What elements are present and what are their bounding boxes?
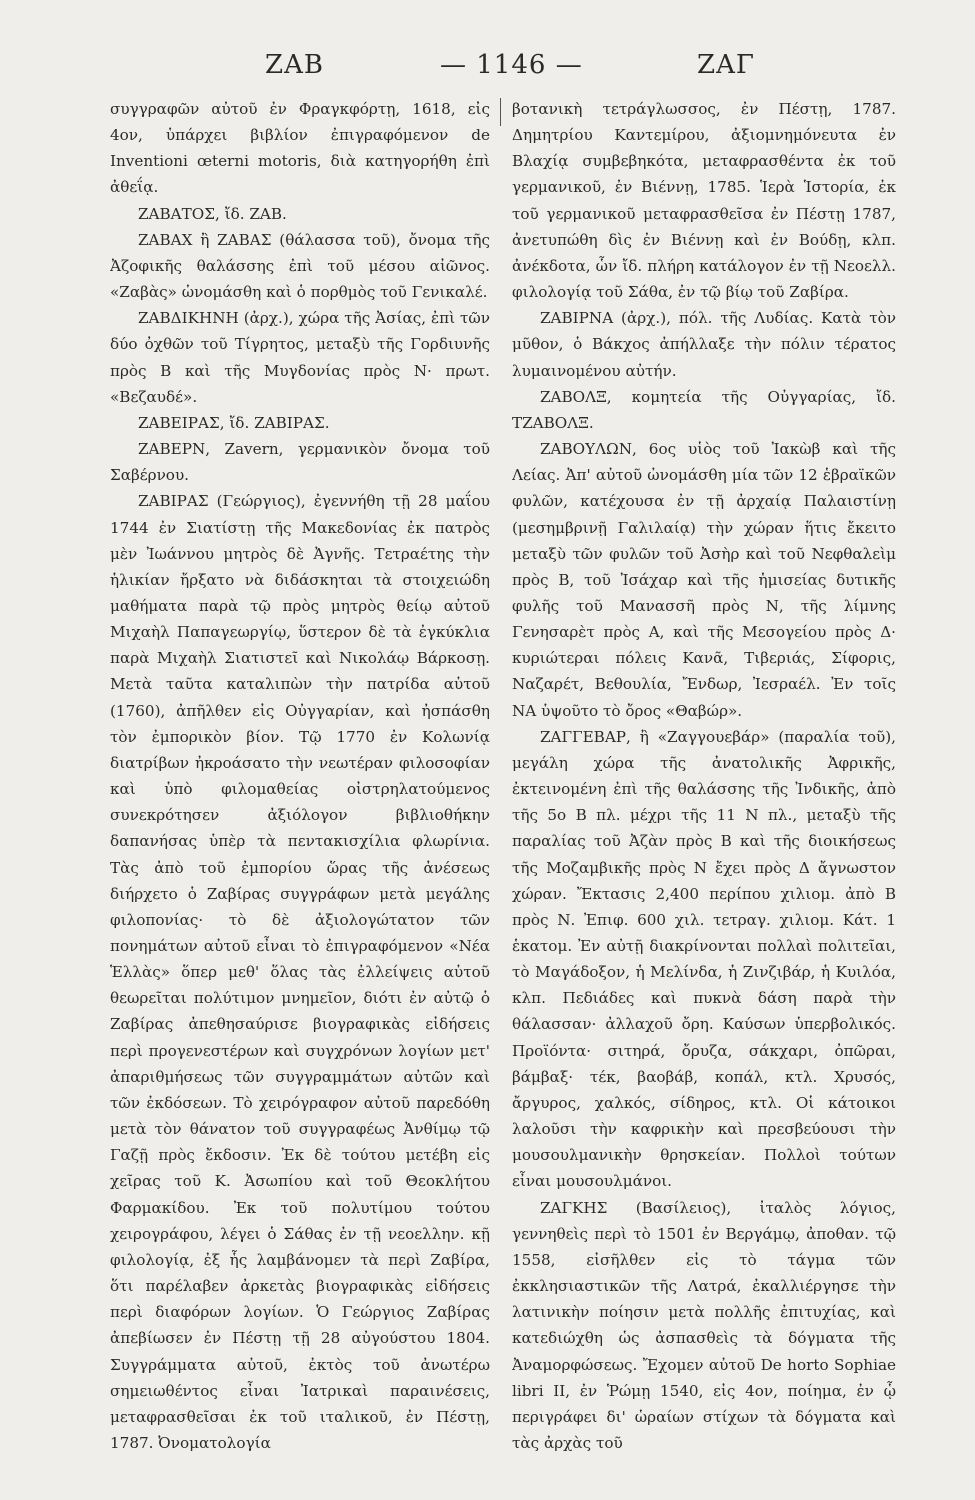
page-number: — 1146 —: [440, 50, 583, 80]
left-column: [110, 96, 490, 1476]
dictionary-entry: ΖΑΒΑΤΟΣ, ἴδ. ΖΑΒ.: [138, 204, 287, 223]
dictionary-entry: ΖΑΒΟΥΛΩΝ, 6ος υἱὸς τοῦ Ἰακὼβ καὶ τῆς Λείας. Ἀπ' αὐτοῦ ὠνομάσθη μία τῶν 12 ἑβραϊκῶν φυλῶν, κατέχουσα ἐν τῇ ἀρχαίᾳ Παλαιστίνῃ (μεσημβρινῇ Γαλιλαίᾳ) τὴν χώραν ἥτις ἔκειτο μεταξὺ τῶν φυλῶν τοῦ Ἀσὴρ καὶ τοῦ Νεφθαλεὶμ πρὸς Β, τοῦ Ἰσάχαρ καὶ τῆς ἡμισείας δυτικῆς φυλῆς τοῦ Μανασσῆ πρὸς Ν, τῆς λίμνης Γενησαρὲτ πρὸς Α, καὶ τῆς Μεσογείου πρὸς Δ· κυριώτεραι πόλεις Κανᾶ, Τιβεριάς, Σίφορις, Ναζαρέτ, Βεθουλία, Ἔνδωρ, Ἰεσραέλ. Ἐν τοῖς ΝΑ ὑψοῦτο τὸ ὄρος «Θαβώρ».: [512, 440, 896, 720]
dictionary-entry: ΖΑΒΕΙΡΑΣ, ἴδ. ΖΑΒΙΡΑΣ.: [138, 413, 330, 432]
dictionary-entry: ΖΑΒΙΡΑΣ (Γεώργιος), ἐγεννήθη τῇ 28 μαΐου 1744 ἐν Σιατίστῃ τῆς Μακεδονίας ἐκ πατρὸς μὲν Ἰωάννου μητρὸς δὲ Ἀγνῆς. Τετραέτης τὴν ἡλικίαν ἤρξατο νὰ διδάσκηται τὰ στοιχειώδη μαθήματα παρὰ τῷ πρὸς μητρὸς θείῳ αὐτοῦ Μιχαὴλ Παπαγεωργίῳ, ὕστερον δὲ τὰ ἐγκύκλια παρὰ Μιχαὴλ Σιατιστεῖ καὶ Νικολάῳ Βάρκοσῃ. Μετὰ ταῦτα καταλιπὼν τὴν πατρίδα αὐτοῦ (1760), ἀπῆλθεν εἰς Οὐγγαρίαν, καὶ ἠσπάσθη τὸν ἐμπορικὸν βίον. Τῷ 1770 ἐν Κολωνίᾳ διατρίβων ἠκροάσατο τὴν νεωτέραν φιλοσοφίαν καὶ ὑπὸ φιλομαθείας οἰστρηλατούμενος συνεκρότησεν ἀξιόλογον βιβλιοθήκην δαπανήσας ὑπὲρ τὰ πεντακισχίλια φλωρίνια. Τὰς ἀπὸ τοῦ ἐμπορίου ὥρας τῆς ἀνέσεως διήρχετο ὁ Ζαβίρας συγγράφων μετὰ μεγάλης φιλοπονίας· τὸ δὲ ἀξιολογώτατον τῶν πονημάτων αὐτοῦ εἶναι τὸ ἐπιγραφόμενον «Νέα Ἑλλὰς» ὅπερ μεθ' ὅλας τὰς ἐλλείψεις αὐτοῦ θεωρεῖται πολύτιμον μνημεῖον, διότι ἐν αὐτῷ ὁ Ζαβίρας ἀπεθησαύρισε βιογραφικὰς εἰδήσεις περὶ προγενεστέρων καὶ συγχρόνων λογίων μετ' ἀπαριθμήσεως τῶν συγγραμμάτων αὐτῶν καὶ τῶν ἐκδόσεων. Τὸ χειρόγραφον αὐτοῦ παρεδόθη μετὰ τὸν θάνατον τοῦ συγγραφέως Ἀνθίμῳ τῷ Γαζῇ πρὸς ἔκδοσιν. Ἐκ δὲ τούτου μετέβη εἰς χεῖρας τοῦ Κ. Ἀσωπίου καὶ τοῦ Θεοκλήτου Φαρμακίδου. Ἐκ τοῦ πολυτίμου τούτου χειρογράφου, λέγει ὁ Σάθας ἐν τῇ νεοελλην. κῇ φιλολογίᾳ, ἐξ ἧς λαμβάνομεν τὰ περὶ Ζαβίρα, ὅτι παρέλαβεν ἀρκετὰς βιογραφικὰς εἰδήσεις περὶ διαφόρων λογίων. Ὁ Γεώργιος Ζαβίρας ἀπεβίωσεν ἐν Πέστῃ τῇ 28 αὐγούστου 1804. Συγγράμματα αὐτοῦ, ἐκτὸς τοῦ ἀνωτέρω σημειωθέντος εἶναι Ἰατρικαὶ παραινέσεις, μεταφρασθεῖσαι ἐκ τοῦ ιταλικοῦ, ἐν Πέστῃ, 1787. Ὀνοματολογία: [110, 492, 490, 1452]
column-divider: [500, 98, 501, 126]
page-header: [0, 50, 975, 90]
dictionary-entry: ΖΑΒΕΡΝ, Zavern, γερμανικὸν ὄνομα τοῦ Σαβέρνου.: [110, 440, 490, 485]
header-left-guide-word: ΖΑΒ: [265, 50, 324, 80]
header-right-guide-word: ΖΑΓ: [697, 50, 755, 80]
dictionary-entry: συγγραφῶν αὐτοῦ ἐν Φραγκφόρτῃ, 1618, εἰς 4ον, ὑπάρχει βιβλίον ἐπιγραφόμενον de Inventioni œterni motoris, διὰ κατηγορήθη ἐπὶ ἀθεΐᾳ.: [110, 100, 490, 197]
dictionary-entry: ΖΑΓΚΗΣ (Βασίλειος), ἰταλὸς λόγιος, γεννηθεὶς περὶ τὸ 1501 ἐν Βεργάμῳ, ἀποθαν. τῷ 1558, εἰσῆλθεν εἰς τὸ τάγμα τῶν ἐκκλησιαστικῶν τῆς Λατρά, ἐκαλλιέργησε τὴν λατινικὴν ποίησιν μετὰ πολλῆς ἐπιτυχίας, καὶ κατεδιώχθη ὡς ἀσπασθεὶς τὰ δόγματα τῆς Ἀναμορφώσεως. Ἔχομεν αὐτοῦ De horto Sophiae libri II, ἐν Ῥώμῃ 1540, εἰς 4ον, ποίημα, ἐν ᾧ περιγράφει δι' ὡραίων στίχων τὰ δόγματα καὶ τὰς ἀρχὰς τοῦ: [512, 1198, 896, 1452]
dictionary-entry: ΖΑΒΙΡΝΑ (ἀρχ.), πόλ. τῆς Λυδίας. Κατὰ τὸν μῦθον, ὁ Βάκχος ἀπήλλαξε τὴν πόλιν τέρατος λυμαινομένου αὐτήν.: [512, 309, 896, 380]
right-column: [512, 96, 896, 1476]
dictionary-entry: ΖΑΒΔΙΚΗΝΗ (ἀρχ.), χώρα τῆς Ἀσίας, ἐπὶ τῶν δύο ὀχθῶν τοῦ Τίγρητος, μεταξὺ τῆς Γορδιυνῆς πρὸς Β καὶ τῆς Μυγδονίας πρὸς Ν· πρωτ. «Βεζαυδέ».: [110, 309, 490, 406]
dictionary-entry: ΖΑΒΑΧ ἢ ΖΑΒΑΣ (θάλασσα τοῦ), ὄνομα τῆς Ἀζοφικῆς θαλάσσης ἐπὶ τοῦ μέσου αἰῶνος. «Ζαβὰς» ὠνομάσθη καὶ ὁ πορθμὸς τοῦ Γενικαλέ.: [110, 230, 490, 302]
dictionary-entry: ΖΑΒΟΛΞ, κομητεία τῆς Οὐγγαρίας, ἴδ. ΤΖΑΒΟΛΞ.: [512, 387, 896, 432]
dictionary-entry: βοτανικὴ τετράγλωσσος, ἐν Πέστῃ, 1787. Δημητρίου Καντεμίρου, ἀξιομνημόνευτα ἐν Βλαχίᾳ συμβεβηκότα, μεταφρασθέντα ἐκ τοῦ γερμανικοῦ, ἐν Βιέννῃ, 1785. Ἱερὰ Ἱστορία, ἐκ τοῦ γερμανικοῦ μεταφρασθεῖσα ἐν Πέστῃ 1787, ἀνετυπώθη δὶς ἐν Βιέννῃ καὶ ἐν Βούδῃ, κλπ. ἀνέκδοτα, ὧν ἴδ. πλήρη κατάλογον ἐν τῇ Νεοελλ. φιλολογίᾳ τοῦ Σάθα, ἐν τῷ βίῳ τοῦ Ζαβίρα.: [512, 100, 896, 302]
dictionary-entry: ΖΑΓΓΕΒΑΡ, ἢ «Ζαγγουεβάρ» (παραλία τοῦ), μεγάλη χώρα τῆς ἀνατολικῆς Ἀφρικῆς, ἐκτεινομένη ἐπὶ τῆς θαλάσσης τῆς Ἰνδικῆς, ἀπὸ τῆς 5ο Β πλ. μέχρι τῆς 11 Ν πλ., μεταξὺ τῆς παραλίας τοῦ Ἀζὰν πρὸς Β καὶ τῆς διοικήσεως τῆς Μοζαμβικῆς πρὸς Ν ἔχει πρὸς Δ ἄγνωστον χώραν. Ἔκτασις 2,400 περίπου χιλιομ. ἀπὸ Β πρὸς Ν. Ἐπιφ. 600 χιλ. τετραγ. χιλιομ. Κάτ. 1 ἑκατομ. Ἐν αὐτῇ διακρίνονται πολλαὶ πολιτεῖαι, τὸ Μαγάδοξον, ἡ Μελίνδα, ἡ Ζινζιβάρ, ἡ Κυιλόα, κλπ. Πεδιάδες καὶ πυκνὰ δάση παρὰ τὴν θάλασσαν· ἀλλαχοῦ ὄρη. Καύσων ὑπερβολικός. Προϊόντα· σιτηρά, ὄρυζα, σάκχαρι, ὀπῶραι, βάμβαξ· τέκ, βαοβάβ, κοπάλ, κτλ. Χρυσός, ἄργυρος, χαλκός, σίδηρος, κτλ. Οἱ κάτοικοι λαλοῦσι τὴν καφρικὴν καὶ πρεσβεύουσι τὴν μουσουλμανικὴν θρησκείαν. Πολλοὶ τούτων εἶναι μουσουλμάνοι.: [512, 727, 896, 1191]
